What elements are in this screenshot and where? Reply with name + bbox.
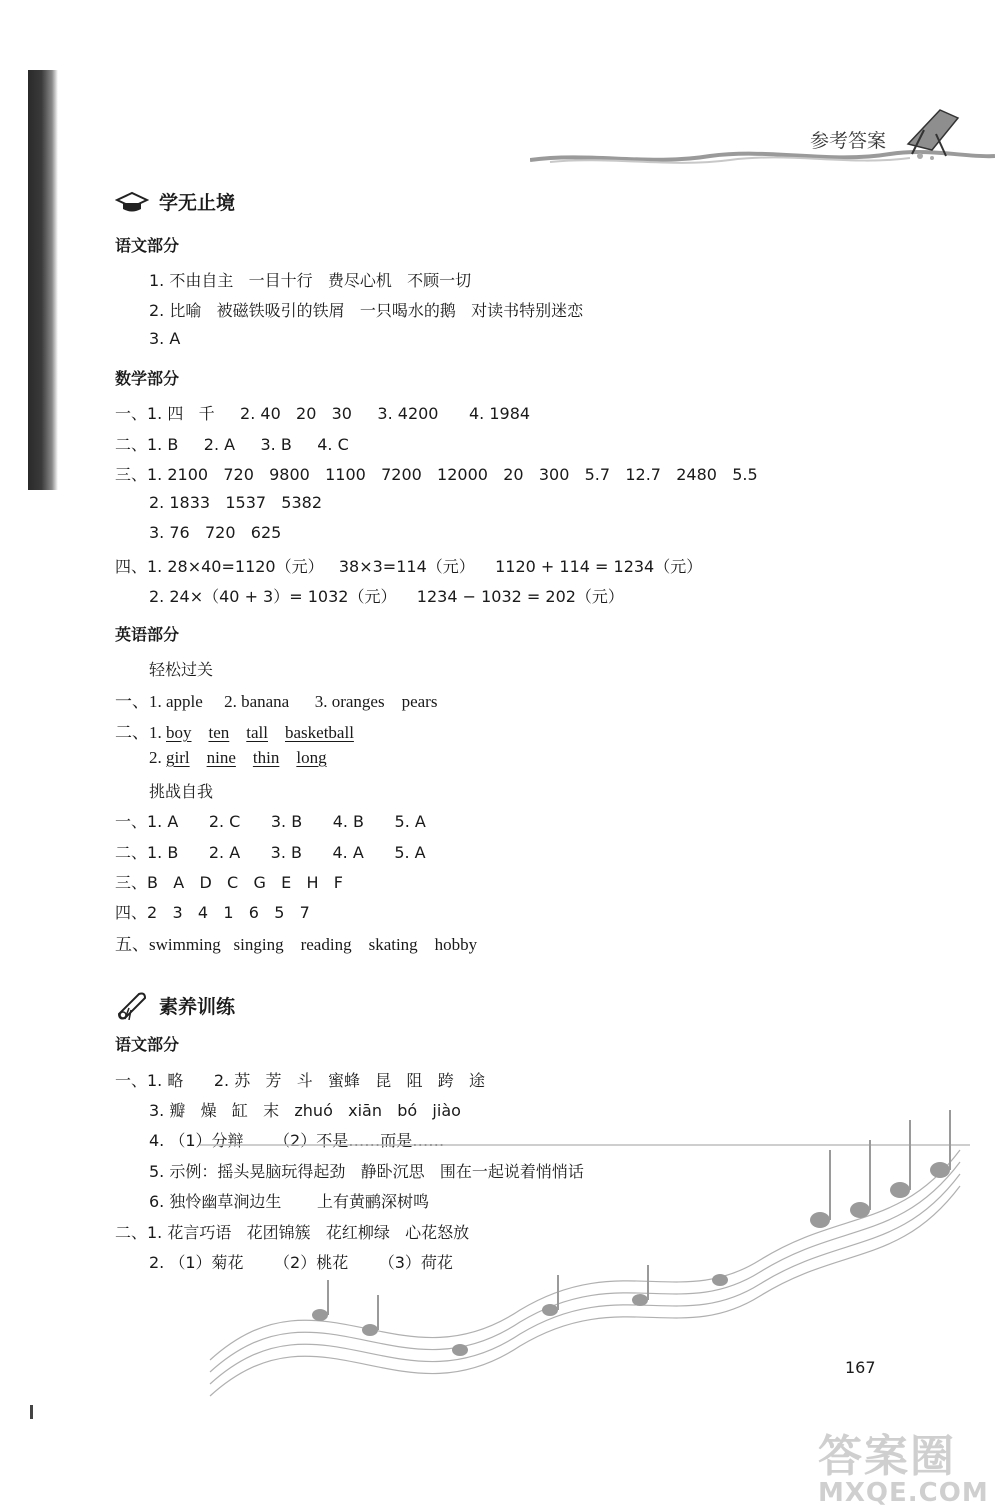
- answer-line: 2. 1833 1537 5382: [149, 493, 323, 512]
- answer-line: 一、1. 略 2. 苏 芳 斗 蜜蜂 昆 阻 跨 途: [115, 1071, 486, 1090]
- answer-line: 2. 比喻 被磁铁吸引的铁屑 一只喝水的鹅 对读书特别迷恋: [149, 301, 584, 320]
- answer-line: 一、1. apple 2. banana 3. oranges pears: [115, 692, 438, 711]
- underlined-word: ten: [208, 723, 230, 742]
- underlined-word: boy: [166, 723, 192, 742]
- answer-line: 三、B A D C G E H F: [115, 873, 343, 892]
- answer-line: 三、1. 2100 720 9800 1100 7200 12000 20 300 5.7 12.7 2480 5.5: [115, 465, 758, 484]
- answer-line: 3. 瓣 燥 缸 末 zhuó xiān bó jiào: [149, 1101, 461, 1120]
- heading-chinese: 语文部分: [115, 1035, 180, 1054]
- answer-line: 2. 24×（40 + 3）= 1032（元） 1234 − 1032 = 202（元）: [149, 587, 624, 606]
- answer-line: 6. 独怜幽草涧边生 上有黄鹂深树鸣: [149, 1192, 429, 1211]
- watermark: [818, 1420, 989, 1508]
- answer-line: 一、1. 四 千 2. 40 20 30 3. 4200 4. 1984: [115, 404, 531, 423]
- answer-line: 四、1. 28×40=1120（元） 38×3=114（元） 1120 + 114 = 1234（元）: [115, 557, 703, 576]
- answer-line: 四、2 3 4 1 6 5 7: [115, 903, 310, 922]
- heading-math: 数学部分: [115, 369, 180, 388]
- heading-english: 英语部分: [115, 625, 180, 644]
- answer-line: 4. （1）分辩 （2）不是……而是……: [149, 1131, 445, 1150]
- underlined-word: long: [296, 748, 327, 767]
- subsection-title: 轻松过关: [149, 660, 214, 679]
- line-prefix: 二、1.: [115, 723, 166, 742]
- header-label: 参考答案: [810, 130, 887, 152]
- underlined-word: nine: [206, 748, 236, 767]
- section-title-suyangxunlian: [115, 990, 235, 1020]
- answer-line: 二、1. B 2. A 3. B 4. C: [115, 435, 349, 454]
- scan-edge-mark: [30, 1405, 33, 1419]
- answer-line: 五、swimming singing reading skating hobby: [115, 935, 478, 954]
- page-number: 167: [845, 1358, 876, 1377]
- answer-line: 2. （1）菊花 （2）桃花 （3）荷花: [149, 1253, 453, 1272]
- underlined-word: tall: [246, 723, 268, 742]
- subsection-title: 挑战自我: [149, 782, 214, 801]
- answer-line: 1. 不由自主 一目十行 费尽心机 不顾一切: [149, 271, 472, 290]
- answer-line: 5. 示例：摇头晃脑玩得起劲 静卧沉思 围在一起说着悄悄话: [149, 1162, 584, 1181]
- beach-chair-icon: [902, 104, 964, 162]
- underlined-word: basketball: [285, 723, 354, 742]
- section-title-text: 学无止境: [159, 192, 236, 214]
- section-title-text: 素养训练: [159, 995, 236, 1018]
- watermark-text: 答案圈: [818, 1431, 956, 1482]
- underlined-word: girl: [166, 748, 190, 767]
- scan-edge-shadow: [28, 70, 58, 490]
- diploma-scroll-icon: [115, 990, 149, 1020]
- answer-line: 二、1. 花言巧语 花团锦簇 花红柳绿 心花怒放: [115, 1223, 470, 1242]
- answer-line: 一、1. A 2. C 3. B 4. B 5. A: [115, 812, 426, 831]
- graduation-cap-icon: [115, 190, 149, 214]
- answer-line-underlined: [115, 718, 354, 743]
- line-prefix: 2.: [149, 748, 166, 767]
- answer-line: 3. A: [149, 329, 181, 348]
- section-title-xuewuzhijing: [115, 188, 235, 215]
- heading-chinese: 语文部分: [115, 236, 180, 255]
- underlined-word: thin: [252, 748, 280, 767]
- answer-line: 二、1. B 2. A 3. B 4. A 5. A: [115, 843, 426, 862]
- answer-line: 3. 76 720 625: [149, 523, 282, 542]
- answer-line-underlined: [149, 748, 327, 768]
- watermark-url: MXQE.COM: [818, 1478, 989, 1508]
